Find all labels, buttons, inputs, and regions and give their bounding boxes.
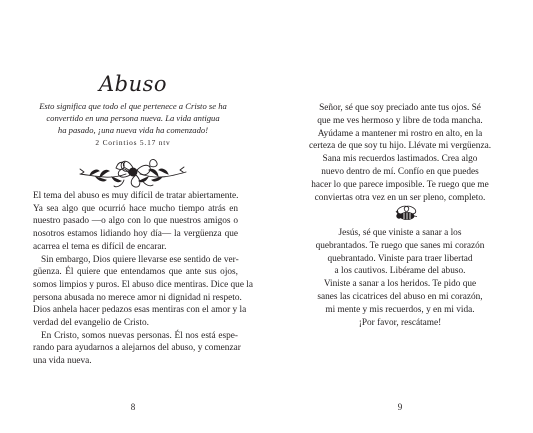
text-line: Sana mis recuerdos lastimados. Crea algo [322,154,478,165]
text-line: nosotros estamos lidiando hoy día— la vergüenza que [33,229,238,240]
text-line: Jesús, sé que viniste a sanar a los [338,228,462,238]
page-number: 9 [397,402,403,412]
text-line: que me ves hermoso y libre de toda mancha. [317,115,483,126]
text-line: mi mente y mis recuerdos, y en mi vida. [325,304,475,315]
text-line: verdad del evangelio de Cristo. [33,318,149,329]
text-line: conviertas otra vez en un ser pleno, completo. [314,192,486,203]
body-text [33,190,253,368]
text-line: Ayúdame a mantener mi rostro en alto, en la [317,128,483,139]
text-line: ¡Por favor, rescátame! [358,317,442,328]
text-line: Sin embargo, Dios quiere llevarse ese sentido de ver- [41,254,239,265]
text-line: sanes las cicatrices del abuso en mi corazón, [317,291,483,302]
text-line: certeza de que soy tu hijo. Llévate mi vergüenza. [308,141,492,152]
text-line: persona abusada no merece amor ni dignidad ni respeto. [33,292,242,303]
text-line: rando para ayudarnos a alejarnos del abuso, y comenzar [33,343,241,354]
prayer-part-2 [281,227,519,329]
chapter-title: Abuso [98,72,168,96]
epigraph [28,100,238,137]
flower-ornament-icon [76,150,190,194]
text-line: a los cautivos. Libérame del abuso. [334,266,466,277]
bee-ornament-icon [394,205,420,223]
text-line: En Cristo, somos nuevas personas. Él nos está espe- [41,330,238,341]
text-line: Señor, sé que soy preciado ante tus ojos. Sé [319,103,481,113]
text-line: El tema del abuso es muy difícil de tratar abiertamente. [33,191,239,201]
text-line: quebrantado. Viniste para traer libertad [327,253,473,264]
text-line: Dios anhela hacer pedazos esas mentiras con el amor y la [33,305,247,316]
text-line: nuevo dentro de mí. Confío en que puedes [321,166,479,177]
left-page [0,0,266,433]
right-page [267,0,533,433]
text-line: güenza. Él quiere que entendamos que ante sus ojos, [33,267,238,278]
scripture-reference: 2 Corintios 5.17 ntv [95,138,171,147]
text-line: somos limpios y puros. El abuso dice mentiras. Dice que la [33,279,253,290]
text-line: nuestro pasado —o algo con lo que nuestros amigos o [33,216,238,227]
epigraph-line: Esto significa que todo el que pertenece a Cristo se ha [39,101,227,111]
epigraph-line: convertido en una persona nueva. La vida antigua [46,113,220,124]
text-line: hacer lo que parece imposible. Te ruego que me [311,179,489,190]
text-line: acarrea el tema es difícil de encarar. [33,241,167,252]
text-line: Viniste a sanar a los heridos. Te pido que [323,279,477,290]
prayer-part-1 [281,102,519,204]
text-line: Ya sea algo que ocurrió hace mucho tiempo atrás en [33,203,238,214]
text-line: una vida nueva. [33,356,92,367]
page-number: 8 [130,402,136,412]
epigraph-line: ha pasado, ¡una nueva vida ha comenzado! [57,125,209,136]
text-line: quebrantados. Te ruego que sanes mi corazón [315,240,485,251]
